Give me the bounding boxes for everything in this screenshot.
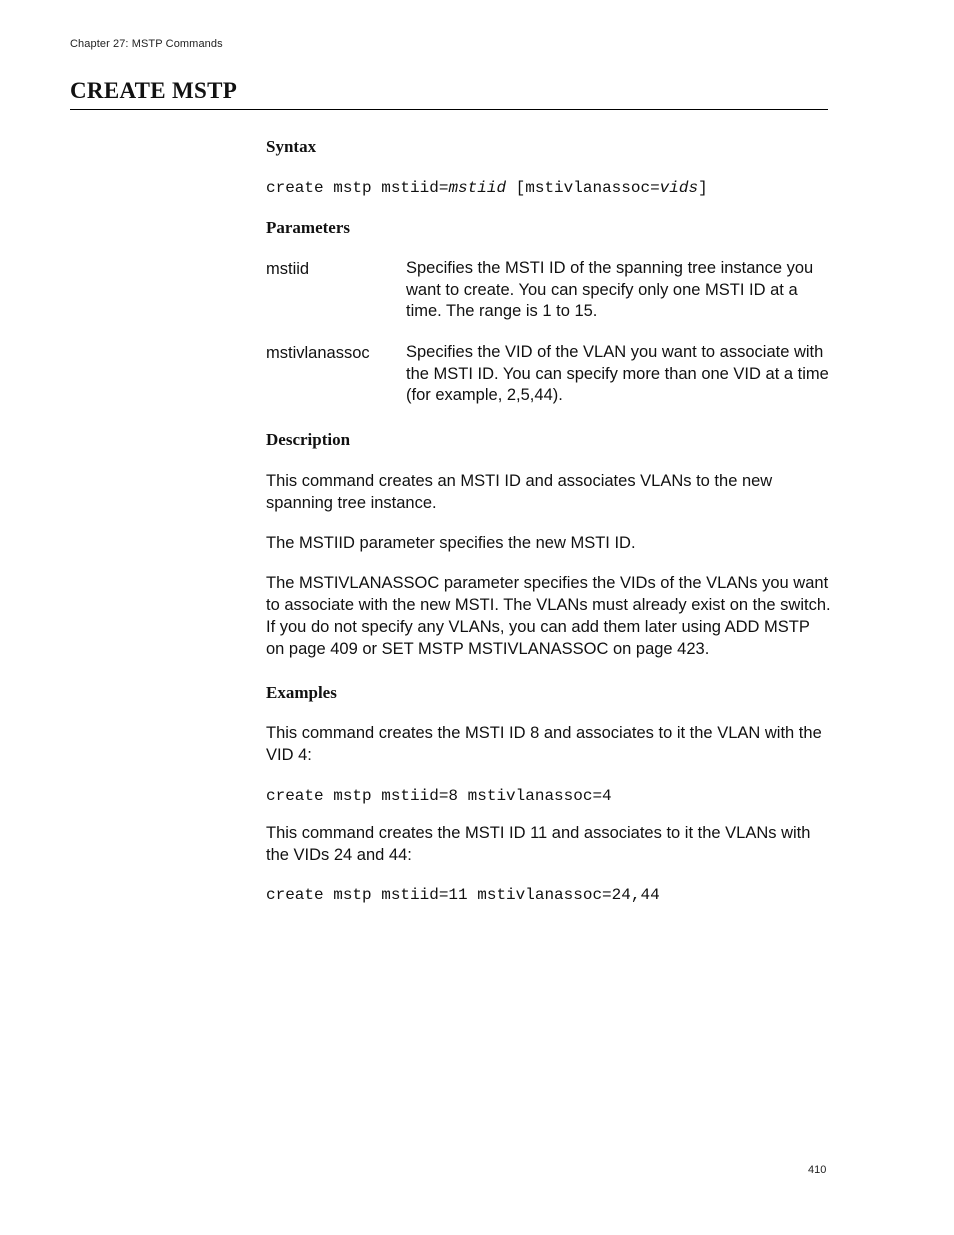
examples-heading: Examples <box>266 683 337 702</box>
syntax-heading: Syntax <box>266 137 317 156</box>
page-number: 410 <box>808 1164 827 1176</box>
parameters-heading: Parameters <box>266 218 351 237</box>
syntax-arg-mstiid: mstiid <box>448 179 507 197</box>
syntax-command-prefix: create mstp mstiid= <box>266 179 449 197</box>
syntax-command <box>266 179 708 197</box>
description-heading: Description <box>266 430 351 449</box>
description-paragraph-3: The MSTIVLANASSOC parameter specifies the VIDs of the VLANs you want to associate with the new MSTI. The VLANs must already exist on the switch. If you do not specify any VLANs, you can add them later using ADD MSTP on page 409 or SET MSTP MSTIVLANASSOC on page 423. <box>266 574 831 658</box>
example-1-text: This command creates the MSTI ID 8 and associates to it the VLAN with the VID 4: <box>266 724 822 764</box>
description-paragraph-2: The MSTIID parameter specifies the new MSTI ID. <box>266 534 636 552</box>
syntax-arg-vids: vids <box>659 179 699 197</box>
syntax-command-mid: [mstivlanassoc= <box>506 179 660 197</box>
param-desc-mstiid: Specifies the MSTI ID of the spanning tree instance you want to create. You can specify only one MSTI ID at a time. The range is 1 to 15. <box>406 259 814 320</box>
description-paragraph-1: This command creates an MSTI ID and associates VLANs to the new spanning tree instance. <box>266 472 773 512</box>
page-title: CREATE MSTP <box>70 78 238 103</box>
param-name-mstiid: mstiid <box>266 260 310 278</box>
title-rule <box>70 109 828 110</box>
syntax-command-suffix: ] <box>698 179 708 197</box>
param-desc-mstivlanassoc: Specifies the VID of the VLAN you want to associate with the MSTI ID. You can specify more than one VID at a time (for example, 2,5,44). <box>406 343 829 404</box>
param-name-mstivlanassoc: mstivlanassoc <box>266 344 370 362</box>
example-2-text: This command creates the MSTI ID 11 and associates to it the VLANs with the VIDs 24 and 44: <box>266 824 811 864</box>
example-1-code: create mstp mstiid=8 mstivlanassoc=4 <box>266 787 612 805</box>
running-head: Chapter 27: MSTP Commands <box>70 38 223 50</box>
example-2-code: create mstp mstiid=11 mstivlanassoc=24,44 <box>266 886 660 904</box>
